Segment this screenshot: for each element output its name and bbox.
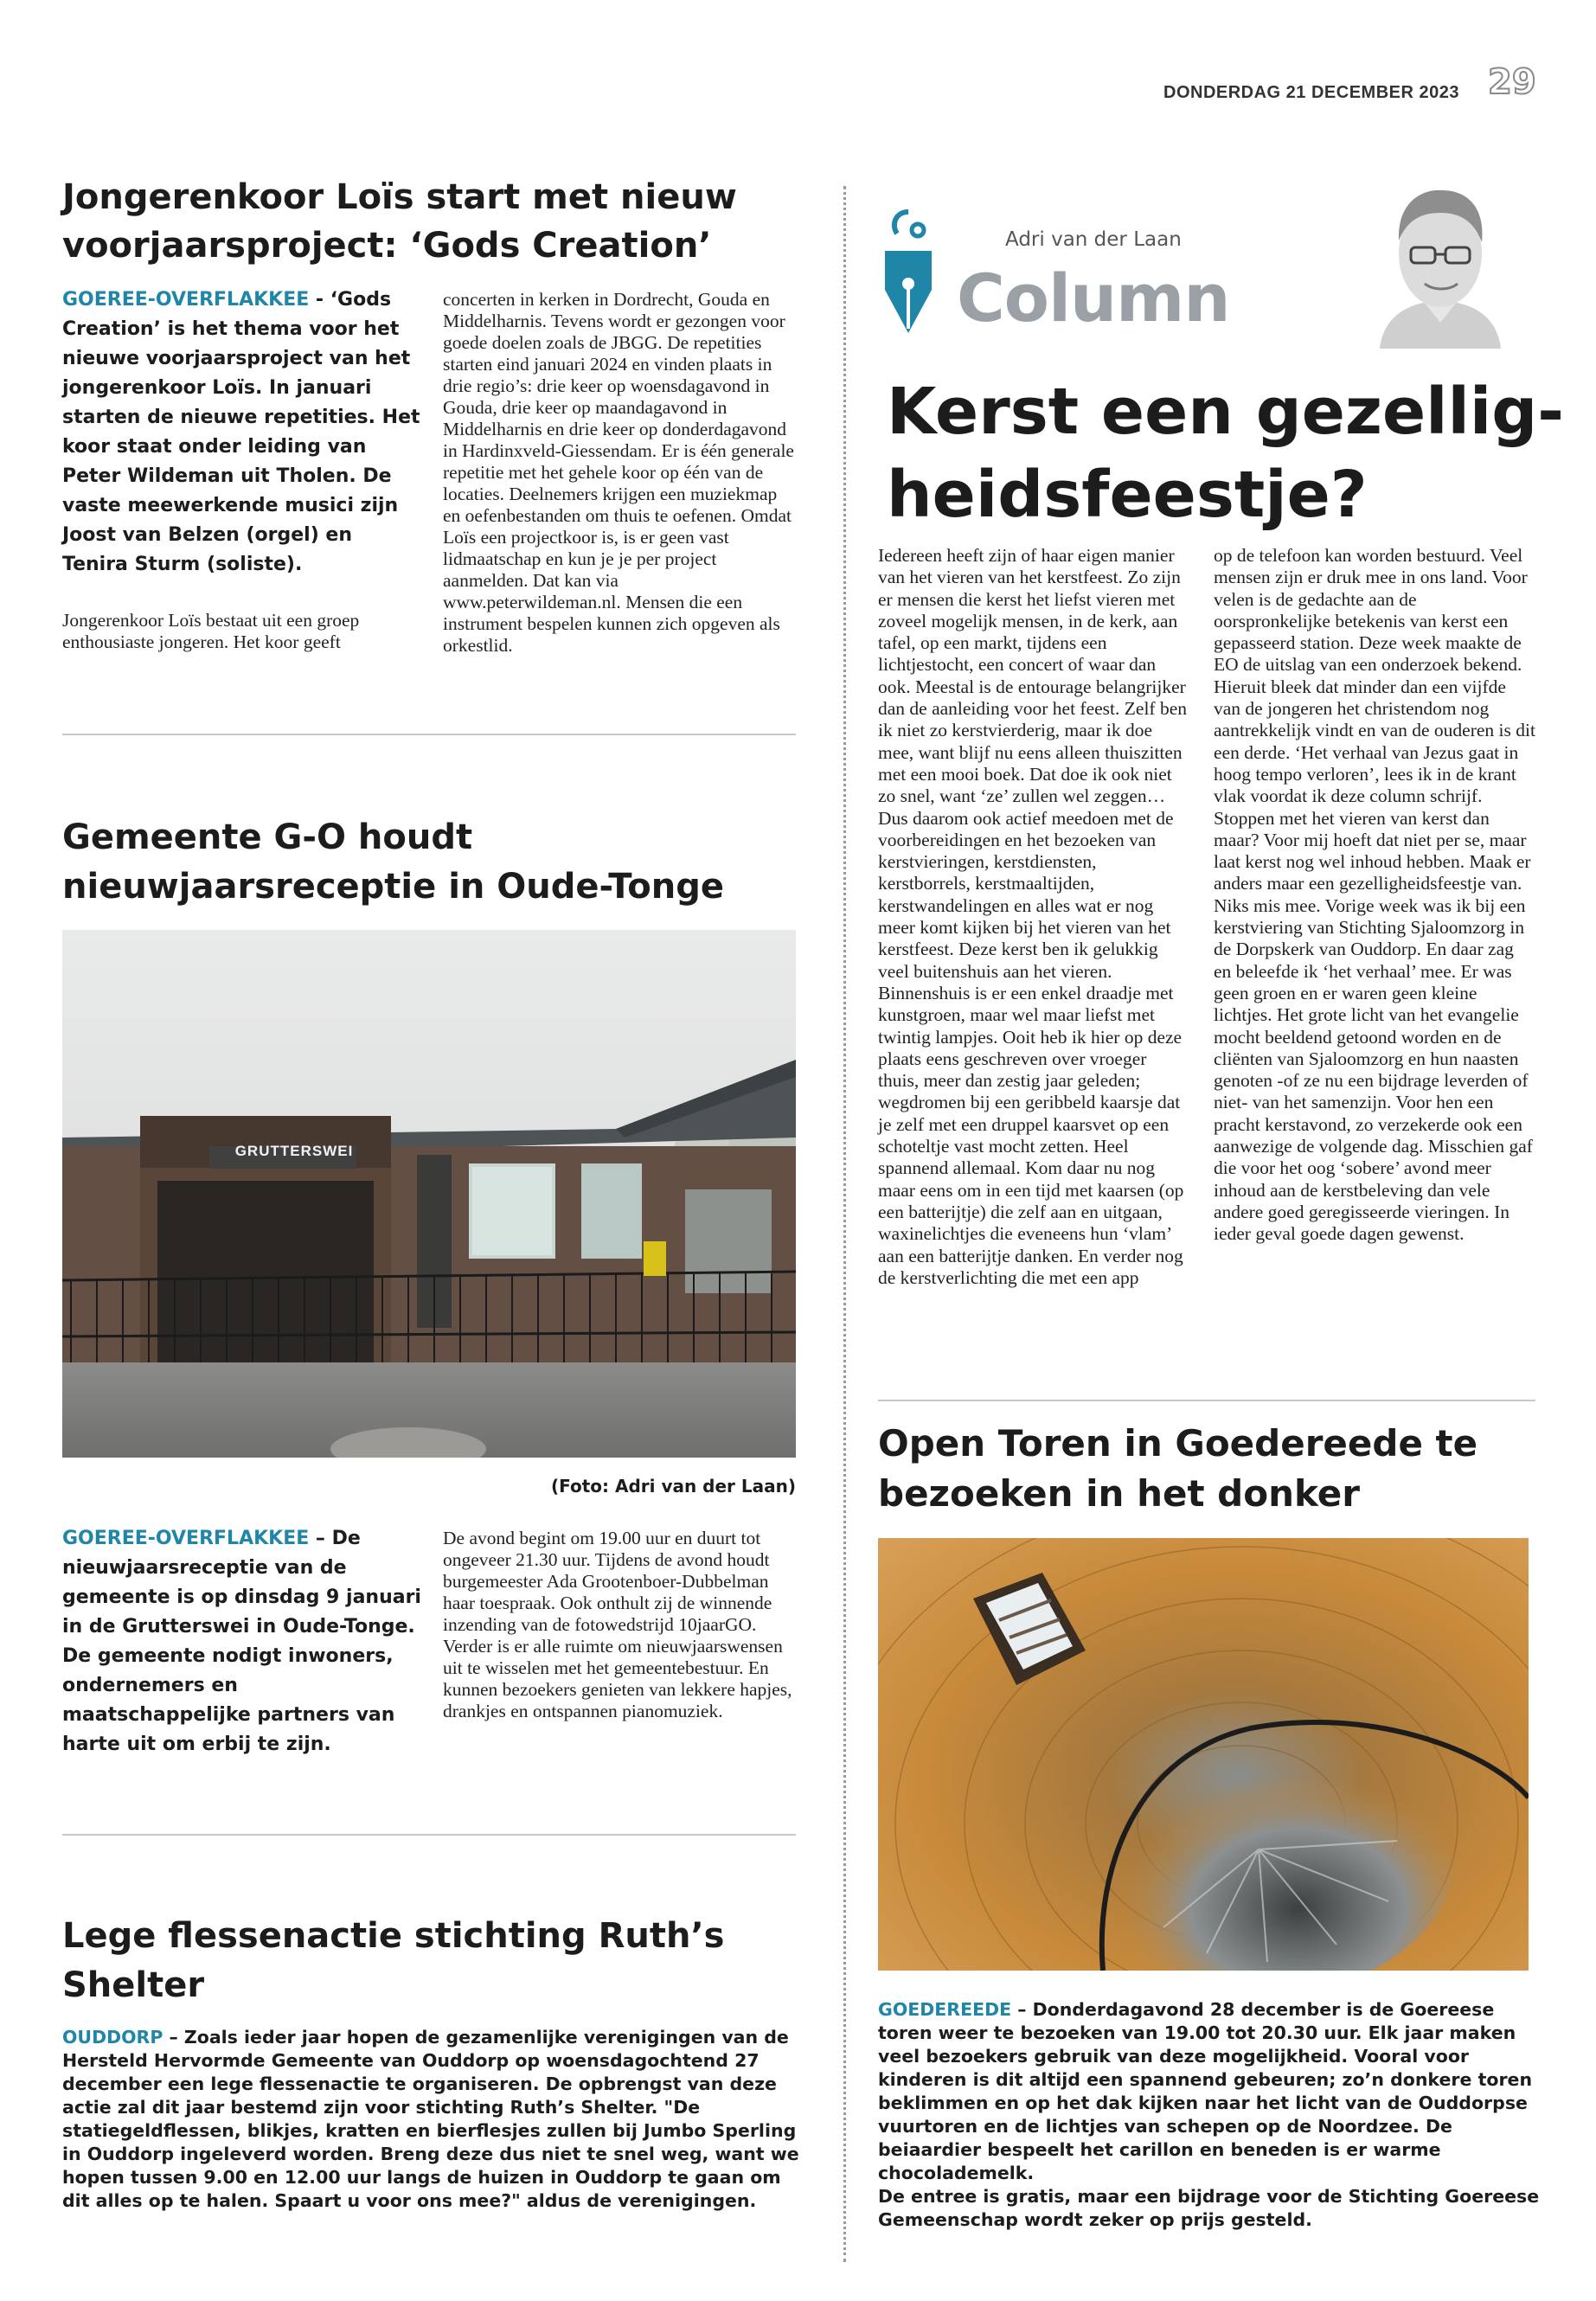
article4-location: GOEDEREEDE: [878, 1999, 1012, 2020]
article1-headline: Jongerenkoor Loïs start met nieuw voorjaarsproject: ‘Gods Creation’: [62, 177, 737, 266]
column-title-line2: heidsfeestje?: [887, 458, 1368, 532]
article3-location: OUDDORP: [62, 2027, 163, 2048]
author-portrait: [1371, 171, 1509, 349]
column-divider: [843, 186, 846, 2262]
article4-headline: Open Toren in Goedereede te bezoeken in het donker: [878, 1422, 1478, 1515]
grutterswei-sign: GRUTTERSWEI: [234, 1143, 354, 1159]
column-label: Column: [957, 260, 1230, 336]
section-rule: [62, 734, 796, 735]
article1-lead-text: - ‘Gods Creation’ is het thema voor het nieuwe voorjaarsproject van het jongerenkoor Loïs. In januari starten de nieuwe repetities. Het koor staat onder leiding van Peter Wildeman uit Tholen. De vaste meewerkende musici zijn Joost van Belzen (orgel) en Tenira Sturm (soliste).: [62, 289, 420, 575]
article2-body: De avond begint om 19.00 uur en duurt tot ongeveer 21.30 uur. Tijdens de avond houdt burgemeester Ada Grootenboer-Dubbelman haar toespraak. Ook onthult zij de winnende inzending van de fotowedstrijd 10jaarGO. Verder is er alle ruimte om nieuwjaarswensen uit te wisselen met het gemeentebestuur. En kunnen bezoekers genieten van lekkere hapjes, drankjes en ontspannen pianomuziek.: [443, 1528, 792, 1721]
photo-credit: (Foto: Adri van der Laan): [550, 1476, 796, 1497]
column-title: [887, 370, 1564, 536]
column-title-line1: Kerst een gezellig-: [887, 375, 1564, 449]
grutterswei-photo: [62, 930, 796, 1458]
article4-lead-text: – Donderdagavond 28 december is de Goereese toren weer te bezoeken van 19.00 tot 20.30 uur. Elk jaar maken veel bezoekers gebruik van deze mogelijkheid. Vooral voor kinderen is dit altijd een spannend gebeuren; zo’n donkere toren beklimmen en op het dak kijken naar het licht van de Ouddorpse vuurtoren en de lichtjes van schepen op de Noordzee. De beiaardier bespeelt het carillon en beneden is er warme chocolademelk.: [878, 1999, 1533, 2183]
column-body-right: op de telefoon kan worden bestuurd. Veel mensen zijn er druk mee in ons land. Voor velen is de gedachte aan de oorspronkelijke betekenis van kerst een gepasseerd station. Deze week maakte de EO de uitslag van een onderzoek bekend. Hieruit bleek dat minder dan een vijfde van de jongeren het christendom nog aantrekkelijk vindt en van de ouderen is dit een derde. ‘Het verhaal van Jezus gaat in hoog tempo verloren’, lees ik in de krant vlak voordat ik deze column schrijf. Stoppen met het vieren van kerst dan maar? Voor mij hoeft dat niet per se, maar laat kerst nog wel inhoud hebben. Maak er anders maar een gezelligheidsfeestje van. Niks mis mee. Vorige week was ik bij een kerstviering van Stichting Sjaloomzorg in de Dorpskerk van Ouddorp. En daar zag en beleefde ik ‘het verhaal’ mee. Er was geen groen en er waren geen kleine lichtjes. Het grote licht van het evangelie mocht beeldend getoond worden en de cliënten van Sjaloomzorg en hun naasten genoten -of ze nu een bijdrage leverden of niet- van het samenzijn. Voor hen een pracht kerstavond, zo verzekerde ook een aanwezige de volgende dag. Misschien gaf die voor het oog ‘sobere’ avond meer inhoud aan de kerstbeleving dan vele andere goed geregisseerde vieringen. In ieder geval goede dagen gewenst.: [1214, 545, 1535, 1245]
article4-lead-text-2: De entree is gratis, maar een bijdrage voor de Stichting Goereese Gemeenschap wordt zeker op prijs gesteld.: [878, 2186, 1540, 2230]
issue-date: DONDERDAG 21 DECEMBER 2023: [1163, 83, 1459, 102]
section-rule: [878, 1400, 1535, 1401]
column-author: Adri van der Laan: [1005, 228, 1182, 251]
article2-lead-text: – De nieuwjaarsreceptie van de gemeente is op dinsdag 9 januari in de Grutterswei in Oude-Tonge. De gemeente nodigt inwoners, ondernemers en maatschappelijke partners van harte uit om erbij te zijn.: [62, 1528, 421, 1755]
article1-body-left: Jongerenkoor Loïs bestaat uit een groep enthousiaste jongeren. Het koor geeft: [62, 610, 360, 652]
article2-lead: [62, 1524, 421, 1759]
article1-lead: [62, 285, 421, 580]
article2-location: GOEREE-OVERFLAKKEE: [62, 1528, 310, 1549]
article1-location: GOEREE-OVERFLAKKEE: [62, 289, 310, 311]
article1-body-right: concerten in kerken in Dordrecht, Gouda en Middelharnis. Tevens wordt er gezongen voor goede doelen zoals de JBGG. De repetities starten eind januari 2024 en vinden plaats in drie regio’s: drie keer op woensdagavond in Gouda, drie keer op maandagavond in Middelharnis en drie keer op donderdagavond in Hardinxveld-Giessendam. Er is één generale repetitie met het gehele koor op één van de locaties. Deelnemers krijgen een muziekmap en oefenbestanden om thuis te oefenen. Omdat Loïs een projectkoor is, is er geen vast lidmaatschap en kun je je per project aanmelden. Dat kan via www.peterwildeman.nl. Mensen die een instrument bespelen kunnen zich opgeven als orkestlid.: [443, 289, 794, 656]
building-illustration: [62, 930, 796, 1458]
article2-headline: Gemeente G-O houdt nieuwjaarsreceptie in Oude-Tonge: [62, 817, 724, 907]
article3-lead: [62, 2026, 806, 2213]
article3-lead-text: – Zoals ieder jaar hopen de gezamenlijke verenigingen van de Hersteld Hervormde Gemeente van Ouddorp op woensdagochtend 27 december een lege flessenactie te organiseren. De opbrengst van deze actie zal dit jaar bestemd zijn voor stichting Ruth’s Shelter. "De statiegeldflessen, blikjes, kratten en bierflesjes zullen bij Jumbo Sperling in Ouddorp ingeleverd worden. Breng deze dus niet te snel weg, want we hopen tussen 9.00 en 12.00 uur langs de huizen in Ouddorp te gaan om dit alles op te halen. Spaart u voor ons mee?" aldus de verenigingen.: [62, 2027, 799, 2211]
section-rule: [62, 1834, 796, 1836]
article4-lead: [878, 1998, 1540, 2232]
article3-headline: Lege flessenactie stichting Ruth’s Shelter: [62, 1916, 725, 2005]
column-body-left: Iedereen heeft zijn of haar eigen manier van het vieren van het kerstfeest. Zo zijn er mensen die kerst het liefst vieren met zoveel mogelijk mensen, in de kerk, aan tafel, op een markt, tijdens een lichtjestocht, een concert of waar dan ook. Meestal is de entourage belangrijker dan de aanleiding voor het feest. Zelf ben ik niet zo kerstvierderig, maar ik doe mee, want blijf nu eens alleen thuiszitten met een mooi boek. Dat doe ik ook niet zo snel, want ‘ze’ zullen wel zeggen… Dus daarom ook actief meedoen met de voorbereidingen en het bezoeken van kerstvieringen, kerstdiensten, kerstborrels, kerstmaaltijden, kerstwandelingen en alles wat er nog meer komt kijken bij het vieren van het kerstfeest. Deze kerst ben ik gelukkig veel buitenshuis aan het vieren. Binnenshuis is er een enkel draadje met kunstgroen, maar wel maar liefst met twintig lampjes. Ooit heb ik hier op deze plaats eens geschreven over vroeger thuis, meer dan zestig jaar geleden; wegdromen bij een geribbeld kaarsje dat je zelf met een druppel kaarsvet op een schoteltje vast mocht zetten. Heel spannend allemaal. Kom daar nu nog maar eens om in een tijd met kaarsen (op een batterijtje) die zelf aan en uitgaan, waxinelichtjes die eveneens hun ‘vlam’ aan een batterijtje danken. En verder nog de kerstverlichting die met een app: [878, 545, 1187, 1288]
page-number: 29: [1488, 62, 1536, 102]
tower-staircase-photo: [878, 1538, 1529, 1971]
pen-nib-icon: [878, 208, 939, 337]
